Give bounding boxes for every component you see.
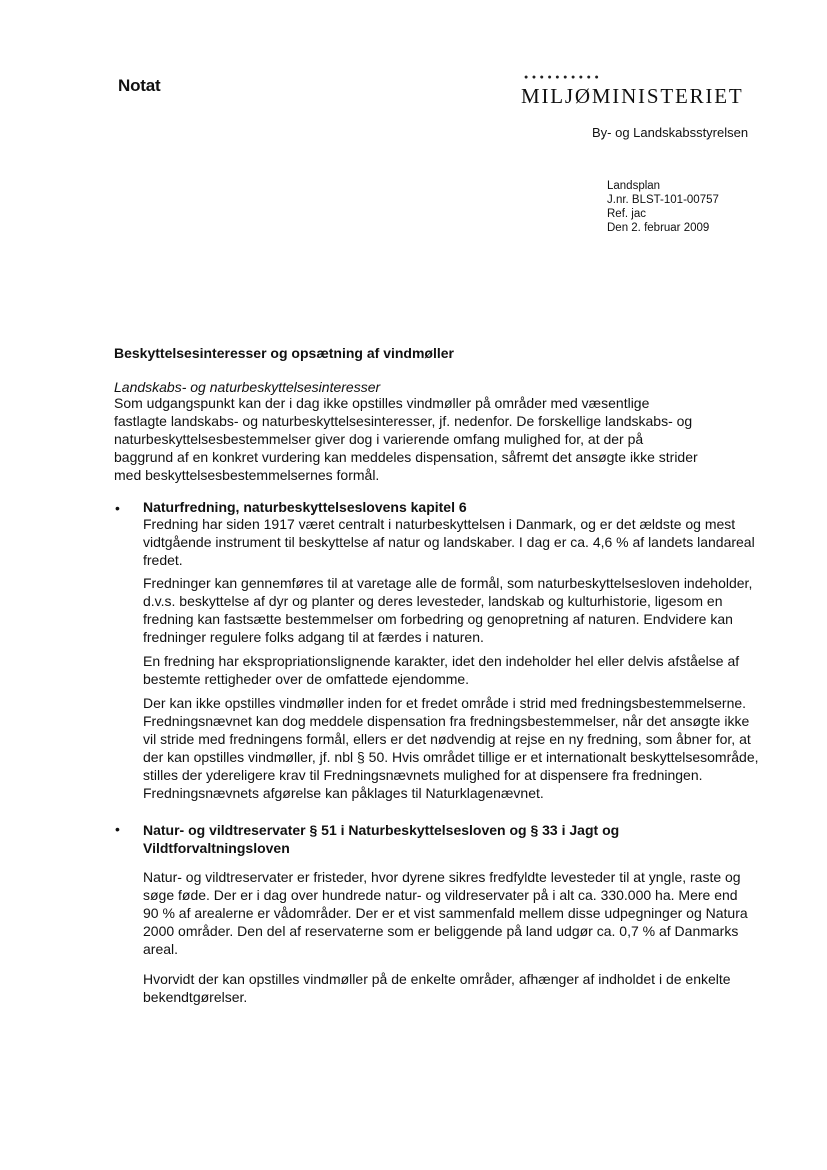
- reference-block: [607, 179, 719, 235]
- section-1-paragraph-1: Fredning har siden 1917 været centralt i naturbeskyttelsen i Danmark, og er det ældste og mest vidtgående instrument til beskyttelse af natur og landskaber. I dag er ca. 4,6 % af landets landareal fredet.: [143, 516, 755, 568]
- bullet-marker: •: [115, 500, 120, 516]
- section-2-paragraph-2: Hvorvidt der kan opstilles vindmøller på de enkelte områder, afhænger af indholdet i de enkelte bekendtgørelser.: [143, 971, 731, 1005]
- section-2-title: Natur- og vildtreservater § 51 i Naturbeskyttelsesloven og § 33 i Jagt og Vildtforvaltningsloven: [143, 822, 620, 856]
- meta-department: Landsplan: [607, 180, 661, 192]
- document-subtitle: Landskabs- og naturbeskyttelsesinteresser: [114, 379, 381, 395]
- bullet-marker: •: [115, 821, 120, 837]
- logo-dots: ●●●●●●●●●●: [524, 74, 603, 81]
- section-1-paragraph-3: En fredning har ekspropriationslignende karakter, idet den indeholder hel eller delvis afståelse af bestemte rettigheder over de omfattede ejendomme.: [143, 653, 740, 687]
- intro-paragraph: Som udgangspunkt kan der i dag ikke opstilles vindmøller på områder med væsentlige fastlagte landskabs- og naturbeskyttelsesinteresser, jf. nedenfor. De forskellige landskabs- og naturbeskyttelsesbestemmelser giver dog i varierende omfang mulighed for, at der på baggrund af en konkret vurdering kan meddeles dispensation, såfremt det ansøgte ikke strider med beskyttelsesbestemmelsernes formål.: [114, 395, 698, 483]
- section-2-paragraph-1: Natur- og vildtreservater er fristeder, hvor dyrene sikres fredfyldte levesteder til at yngle, raste og søge føde. Der er i dag over hundrede natur- og vildreservater på i alt ca. 330.000 ha. Mere end 90 % af arealerne er vådområder. Der er et vist sammenfald mellem disse udpegninger og Natura 2000 områder. Den del af reservaterne som er beliggende på land udgør ca. 0,7 % af Danmarks areal.: [143, 869, 748, 957]
- document-type-label: Notat: [118, 76, 161, 95]
- meta-date: Den 2. februar 2009: [607, 222, 710, 234]
- agency-name: By- og Landskabsstyrelsen: [592, 125, 749, 140]
- document-title: Beskyttelsesinteresser og opsætning af vindmøller: [114, 345, 454, 361]
- section-1-paragraph-4: Der kan ikke opstilles vindmøller inden for et fredet område i strid med fredningsbestemmelserne. Fredningsnævnet kan dog meddele dispensation fra fredningsbestemmelser, når det ansøgte ikke vil stride med fredningens formål, ellers er det nødvendig at rejse en ny fredning, som åbner for, at der kan opstilles vindmøller, jf. nbl § 50. Hvis området tillige er et internationalt beskyttelsesområde, stilles der ydereligere krav til Fredningsnævnets mulighed for at dispensere fra fredningen. Fredningsnævnets afgørelse kan påklages til Naturklagenævnet.: [143, 695, 759, 801]
- ministry-logo-text: MILJØMINISTERIET: [521, 84, 744, 108]
- meta-journal-number: J.nr. BLST-101-00757: [607, 194, 719, 206]
- section-1-title: Naturfredning, naturbeskyttelseslovens kapitel 6: [143, 499, 467, 515]
- meta-reference: Ref. jac: [607, 208, 646, 220]
- section-1-paragraph-2: Fredninger kan gennemføres til at varetage alle de formål, som naturbeskyttelsesloven indeholder, d.v.s. beskyttelse af dyr og planter og deres levesteder, landskab og kulturhistorie, ligesom en fredning kan fastsætte bestemmelser om forbedring og genopretning af naturen. Endvidere kan fredninger regulere folks adgang til at færdes i naturen.: [143, 575, 753, 645]
